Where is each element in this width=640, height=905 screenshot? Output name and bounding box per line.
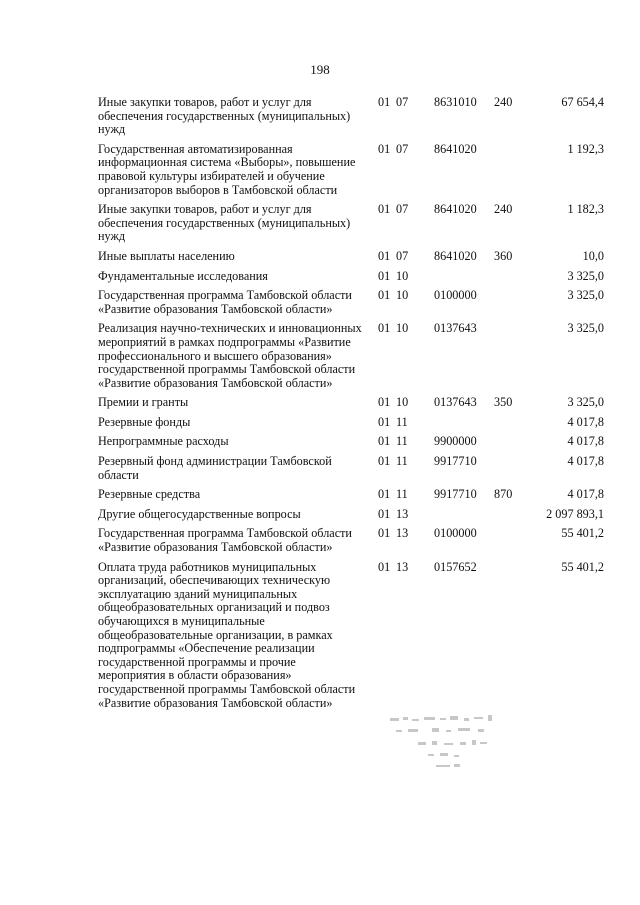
row-subsection: 13 [396,506,409,521]
row-amount: 2 097 893,1 [546,506,604,521]
row-expense-type: 240 [494,202,513,217]
table-row [98,561,604,717]
row-section: 01 [378,526,391,541]
row-amount: 10,0 [582,248,604,263]
row-target-code: 0157652 [434,559,477,574]
row-target-code: 9917710 [434,454,477,469]
table-row [98,435,604,455]
row-amount: 3 325,0 [567,395,604,410]
row-amount: 3 325,0 [567,321,604,336]
row-name: Иные выплаты населению [98,248,235,263]
row-amount: 1 182,3 [567,202,604,217]
table-row [98,322,604,396]
row-expense-type: 870 [494,487,513,502]
row-section: 01 [378,454,391,469]
row-subsection: 10 [396,395,409,410]
table-row [98,416,604,436]
row-amount: 3 325,0 [567,268,604,283]
table-row [98,270,604,290]
row-name: Непрограммные расходы [98,434,229,449]
row-expense-type [494,270,534,290]
row-subsection: 11 [396,454,408,469]
row-name: Резервные средства [98,487,201,502]
page-number: 198 [310,62,330,77]
row-amount: 4 017,8 [567,454,604,469]
row-expense-type [494,416,534,436]
row-name: Реализация научно-технических и инновационных мероприятий в рамках подпрограммы «Развитие профессионального и высшего образования» государственной программы Тамбовской области «Развитие образования Тамбовской области» [98,321,362,390]
row-name: Другие общегосударственные вопросы [98,506,301,521]
row-subsection: 11 [396,434,408,449]
table-row [98,455,604,488]
row-target-code [434,270,494,290]
table-row [98,96,604,143]
row-subsection: 10 [396,268,409,283]
row-name: Государственная программа Тамбовской области «Развитие образования Тамбовской области» [98,526,352,555]
row-expense-type: 350 [494,395,513,410]
row-name: Резервный фонд администрации Тамбовской области [98,454,332,482]
row-name: Иные закупки товаров, работ и услуг для обеспечения государственных (муниципальных) нужд [98,202,351,244]
row-expense-type [494,322,534,396]
row-subsection: 13 [396,559,409,574]
row-expense-type: 240 [494,95,513,109]
row-target-code: 0100000 [434,526,477,541]
row-amount: 4 017,8 [567,414,604,429]
row-name: Премии и гранты [98,395,189,410]
row-target-code: 0137643 [434,395,477,410]
row-expense-type [494,561,534,717]
row-name: Государственная программа Тамбовской области «Развитие образования Тамбовской области» [98,288,352,316]
row-target-code: 8631010 [434,95,477,109]
row-target-code: 8641020 [434,202,477,217]
row-target-code: 8641020 [434,248,477,263]
row-section: 01 [378,395,391,410]
row-subsection: 07 [396,141,409,156]
row-section: 01 [378,268,391,283]
budget-table [98,96,604,716]
row-amount: 3 325,0 [567,288,604,303]
row-name: Фундаментальные исследования [98,268,268,283]
row-name: Резервные фонды [98,414,191,429]
row-subsection: 10 [396,288,409,303]
row-expense-type [494,289,534,322]
row-section: 01 [378,288,391,303]
row-section: 01 [378,506,391,521]
row-expense-type [494,455,534,488]
table-row [98,143,604,203]
row-subsection: 11 [396,487,408,502]
row-name: Оплата труда работников муниципальных организаций, обеспечивающих техническую эксплуатацию зданий муниципальных общеобразовательных организаций и подвоз обучающихся в муниципальные общеобразовательные организации, в рамках подпрограммы «Обеспечение реализации государственной программы и прочие мероприятия в области образования» государственной программы Тамбовской области «Развитие образования Тамбовской области» [98,559,356,710]
row-subsection: 07 [396,248,409,263]
row-amount: 4 017,8 [567,487,604,502]
row-section: 01 [378,95,391,109]
row-name: Иные закупки товаров, работ и услуг для обеспечения государственных (муниципальных) нужд [98,95,351,137]
row-section: 01 [378,202,391,217]
row-target-code [434,508,494,528]
row-subsection: 11 [396,414,408,429]
row-section: 01 [378,248,391,263]
table-row [98,289,604,322]
row-amount: 55 401,2 [561,559,604,574]
row-section: 01 [378,559,391,574]
table-row [98,203,604,250]
row-section: 01 [378,487,391,502]
row-section: 01 [378,414,391,429]
table-row [98,527,604,560]
row-target-code: 8641020 [434,141,477,156]
row-expense-type [494,508,534,528]
row-name: Государственная автоматизированная информационная система «Выборы», повышение правовой культуры избирателей и обучение организаторов выборов в Тамбовской области [98,141,356,197]
row-expense-type [494,435,534,455]
row-subsection: 10 [396,321,409,336]
row-section: 01 [378,321,391,336]
row-expense-type [494,143,534,203]
row-expense-type [494,527,534,560]
row-target-code: 0137643 [434,321,477,336]
table-row [98,508,604,528]
row-amount: 1 192,3 [567,141,604,156]
row-target-code: 9917710 [434,487,477,502]
row-section: 01 [378,141,391,156]
row-amount: 67 654,4 [561,95,604,109]
row-target-code: 9900000 [434,434,477,449]
table-row [98,396,604,416]
row-amount: 4 017,8 [567,434,604,449]
table-row [98,488,604,508]
row-target-code: 0100000 [434,288,477,303]
row-subsection: 13 [396,526,409,541]
row-subsection: 07 [396,95,409,109]
faint-stamp-mark [388,712,508,774]
row-subsection: 07 [396,202,409,217]
row-target-code [434,416,494,436]
row-section: 01 [378,434,391,449]
row-expense-type: 360 [494,248,513,263]
row-amount: 55 401,2 [561,526,604,541]
table-row [98,250,604,270]
